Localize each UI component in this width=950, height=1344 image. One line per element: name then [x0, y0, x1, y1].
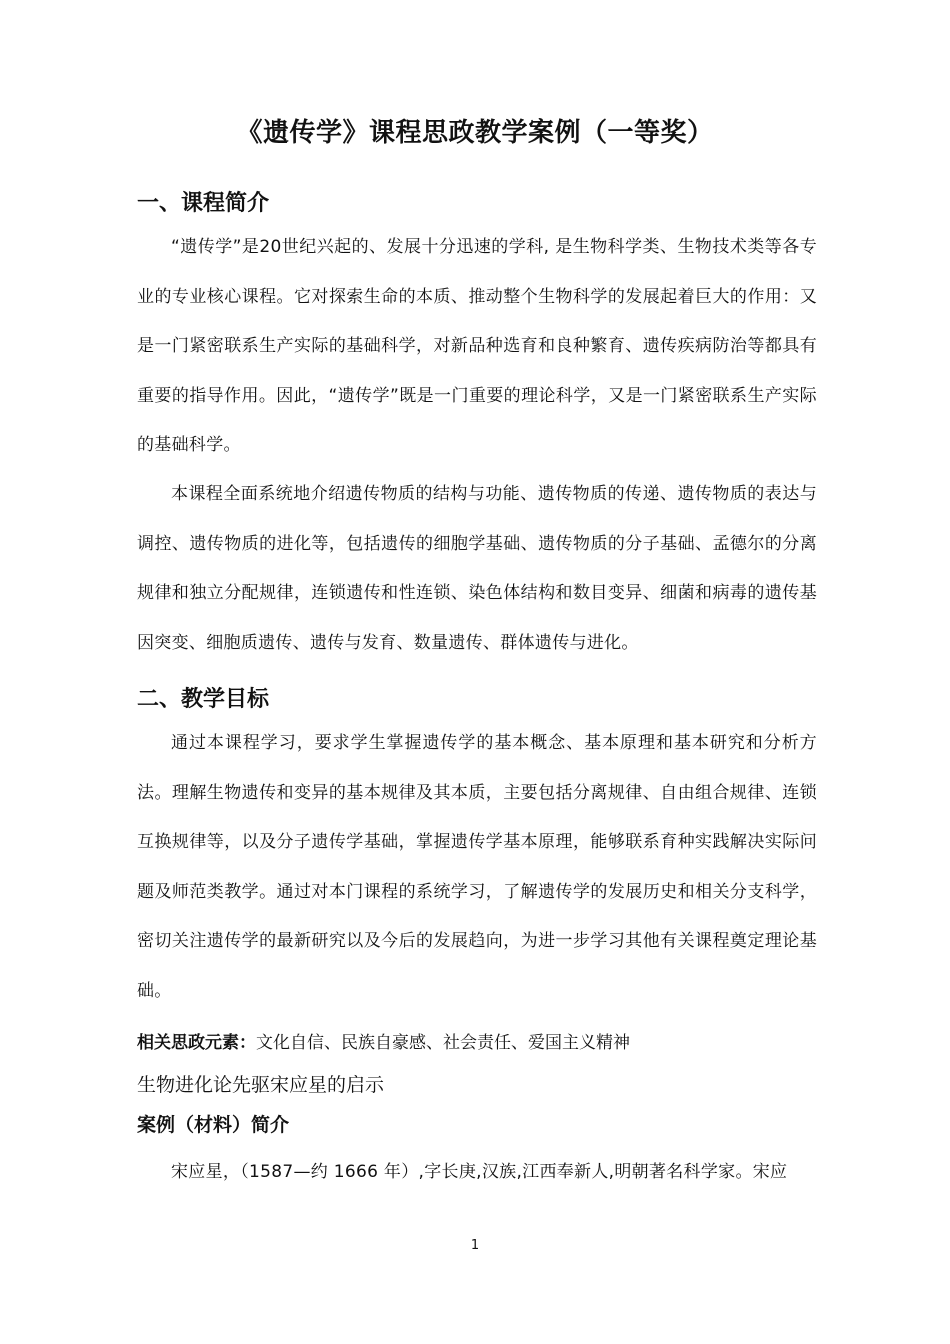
- case-intro-paragraph: 宋应星，（1587—约 1666 年）,字长庚,汉族,江西奉新人,明朝著名科学家。宋应: [171, 1162, 788, 1182]
- section-heading-course-intro: 一、课程简介: [137, 191, 270, 216]
- case-intro-heading: 案例（材料）简介: [137, 1114, 290, 1136]
- document-title: 《遗传学》课程思政教学案例（一等奖）: [236, 118, 714, 148]
- course-intro-paragraph-2: 本课程全面系统地介绍遗传物质的结构与功能、遗传物质的传递、遗传物质的表达与调控、遗传物质的进化等，包括遗传的细胞学基础、遗传物质的分子基础、孟德尔的分离规律和独立分配规律，连锁遗传和性连锁、染色体结构和数目变异、细菌和病毒的遗传基因突变、细胞质遗传、遗传与发育、数量遗传、群体遗传与进化。: [137, 484, 817, 653]
- section-heading-teaching-goals: 二、教学目标: [137, 687, 270, 712]
- course-intro-paragraph-1: “遗传学”是20世纪兴起的、发展十分迅速的学科, 是生物科学类、生物技术类等各专业的专业核心课程。它对探索生命的本质、推动整个生物科学的发展起着巨大的作用：又是一门紧密联系生产实际的基础科学，对新品种选育和良种繁育、遗传疾病防治等都具有重要的指导作用。因此，“遗传学”既是一门重要的理论科学，又是一门紧密联系生产实际的基础科学。: [137, 237, 817, 455]
- teaching-goals-paragraph: 通过本课程学习，要求学生掌握遗传学的基本概念、基本原理和基本研究和分析方法。理解生物遗传和变异的基本规律及其本质，主要包括分离规律、自由组合规律、连锁互换规律等，以及分子遗传学基础，掌握遗传学基本原理，能够联系育种实践解决实际问题及师范类教学。通过对本门课程的系统学习，了解遗传学的发展历史和相关分支科学，密切关注遗传学的最新研究以及今后的发展趋向，为进一步学习其他有关课程奠定理论基础。: [137, 733, 817, 1001]
- case-title: 生物进化论先驱宋应星的启示: [137, 1074, 385, 1096]
- page-number: 1: [470, 1238, 480, 1253]
- ideology-elements-line: [137, 1028, 630, 1053]
- ideology-elements-value: 文化自信、民族自豪感、社会责任、爱国主义精神: [256, 1033, 630, 1053]
- ideology-elements-label: 相关思政元素：: [137, 1033, 256, 1053]
